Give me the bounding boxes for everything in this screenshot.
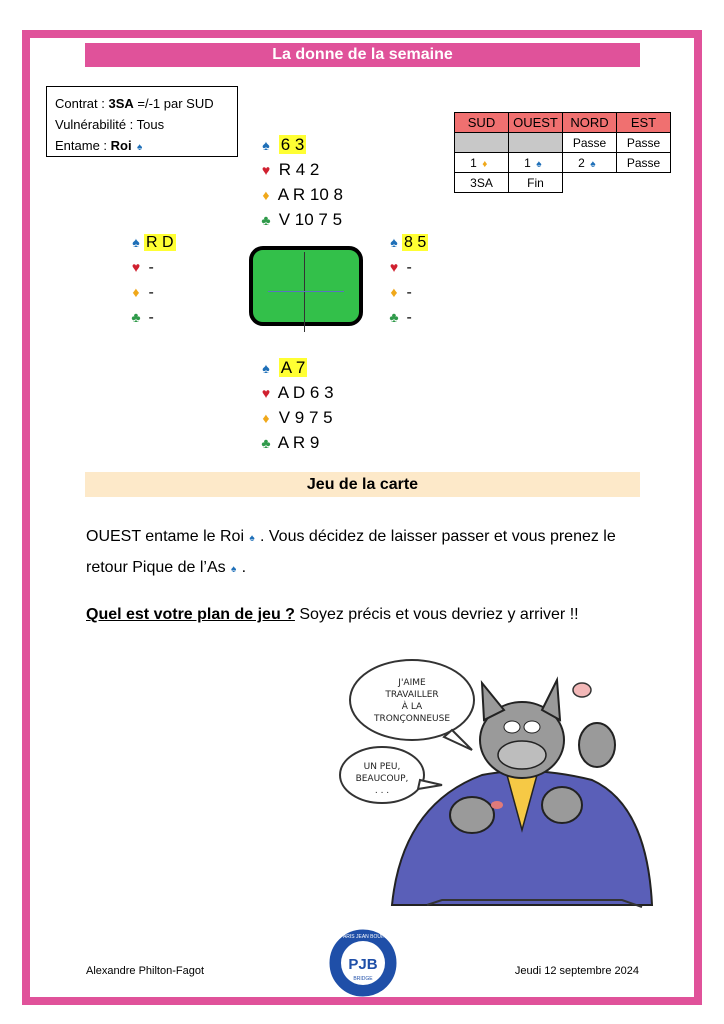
club-icon: ♣ <box>131 309 141 325</box>
heart-icon: ♥ <box>261 162 271 178</box>
heart-icon: ♥ <box>131 259 141 275</box>
contract-label: Contrat : <box>55 96 109 111</box>
bidding-row <box>455 153 671 173</box>
bidding-header: EST <box>617 113 671 133</box>
contract-box <box>46 86 238 157</box>
page-title-banner: La donne de la semaine <box>85 43 640 67</box>
bid-cell: Passe <box>617 153 671 173</box>
bidding-table <box>454 112 671 193</box>
para-text: . Vous décidez de laisser passer et vous prenez le retour Pique de l’As <box>86 528 616 576</box>
question-rest: Soyez précis et vous devriez y arriver !! <box>294 606 579 623</box>
bidding-row <box>455 133 671 153</box>
north-spades: 6 3 <box>280 135 305 154</box>
east-diamonds: - <box>406 284 412 301</box>
logo-ring-text: PARIS JEAN BOUIN <box>339 934 387 940</box>
bubble1-line: À LA <box>401 702 423 712</box>
bid-cell <box>509 133 563 153</box>
lead-line <box>55 135 229 158</box>
bid-cell <box>455 133 509 153</box>
bid-cell-empty <box>563 173 617 193</box>
bid-cell: Passe <box>617 133 671 153</box>
bidding-header-row <box>455 113 671 133</box>
bid-cell <box>563 153 617 173</box>
contract-line <box>55 93 229 114</box>
west-hearts: - <box>148 259 154 276</box>
heart-icon: ♥ <box>389 259 399 275</box>
play-description <box>86 522 646 584</box>
bubble2-line: . . . <box>374 786 390 796</box>
diamond-icon: ♦ <box>482 158 488 170</box>
bid-cell <box>455 153 509 173</box>
hand-north <box>258 132 343 232</box>
bid-cell: Fin <box>509 173 563 193</box>
bid-cell: 3SA <box>455 173 509 193</box>
north-clubs: V 10 7 5 <box>278 210 343 229</box>
west-spades: R D <box>146 234 174 251</box>
hand-east <box>386 230 428 330</box>
bidding-row <box>455 173 671 193</box>
bid-cell <box>509 153 563 173</box>
para-text: OUEST entame le Roi <box>86 528 244 545</box>
club-icon: ♣ <box>261 435 271 451</box>
contract-value: 3SA <box>108 96 134 111</box>
bid-level: 1 <box>524 155 531 170</box>
spade-icon: ♠ <box>262 137 270 153</box>
diamond-icon: ♦ <box>132 284 140 300</box>
club-icon: ♣ <box>261 212 271 228</box>
spade-icon: ♠ <box>590 158 596 170</box>
para-text: . <box>241 559 247 576</box>
south-spades: A 7 <box>280 358 306 377</box>
logo-text: PJB <box>348 956 378 973</box>
bid-cell: Passe <box>563 133 617 153</box>
hand-south <box>258 355 334 455</box>
diamond-icon: ♦ <box>262 187 270 203</box>
east-hearts: - <box>406 259 412 276</box>
south-diamonds: V 9 7 5 <box>278 408 333 427</box>
card-table <box>249 246 363 326</box>
spade-icon: ♠ <box>249 533 255 544</box>
bid-cell-empty <box>617 173 671 193</box>
club-icon: ♣ <box>389 309 399 325</box>
bubble2-line: UN PEU, <box>363 762 401 772</box>
east-clubs: - <box>406 309 412 326</box>
west-diamonds: - <box>148 284 154 301</box>
bubble2-line: BEAUCOUP, <box>355 774 409 784</box>
vulnerability-line: Vulnérabilité : Tous <box>55 117 165 132</box>
logo-sub: BRIDGE <box>353 976 373 982</box>
lead-label: Entame : <box>55 138 111 153</box>
bubble1-line: J'AIME <box>398 678 426 688</box>
bubble1-line: TRAVAILLER <box>385 690 439 700</box>
south-hearts: A D 6 3 <box>277 383 334 402</box>
spade-icon: ♠ <box>136 142 143 153</box>
spade-icon: ♠ <box>132 234 140 250</box>
table-divider-vertical <box>304 252 305 332</box>
spade-icon: ♠ <box>390 234 398 250</box>
section-title: Jeu de la carte <box>85 472 640 497</box>
bidding-header: OUEST <box>509 113 563 133</box>
cartoon-illustration <box>332 655 662 920</box>
contract-rest: =/-1 par SUD <box>133 96 214 111</box>
lead-value: Roi <box>110 138 132 153</box>
bidding-header: NORD <box>563 113 617 133</box>
spade-icon: ♠ <box>536 158 542 170</box>
diamond-icon: ♦ <box>262 410 270 426</box>
north-diamonds: A R 10 8 <box>277 185 344 204</box>
diamond-icon: ♦ <box>390 284 398 300</box>
bid-level: 2 <box>578 155 585 170</box>
spade-icon: ♠ <box>262 360 270 376</box>
question-text <box>86 600 646 629</box>
west-clubs: - <box>148 309 154 326</box>
north-hearts: R 4 2 <box>278 160 320 179</box>
bidding-header: SUD <box>455 113 509 133</box>
east-spades: 8 5 <box>404 234 427 251</box>
date: Jeudi 12 septembre 2024 <box>514 965 639 977</box>
club-logo <box>328 928 398 998</box>
bid-level: 1 <box>470 155 477 170</box>
spade-icon: ♠ <box>230 564 237 575</box>
question-bold: Quel est votre plan de jeu ? <box>86 606 295 623</box>
hand-west <box>128 230 176 330</box>
heart-icon: ♥ <box>261 385 271 401</box>
south-clubs: A R 9 <box>277 433 320 452</box>
bubble1-line: TRONÇONNEUSE <box>373 714 451 724</box>
author: Alexandre Philton-Fagot <box>86 965 205 977</box>
table-divider-horizontal <box>268 291 344 292</box>
